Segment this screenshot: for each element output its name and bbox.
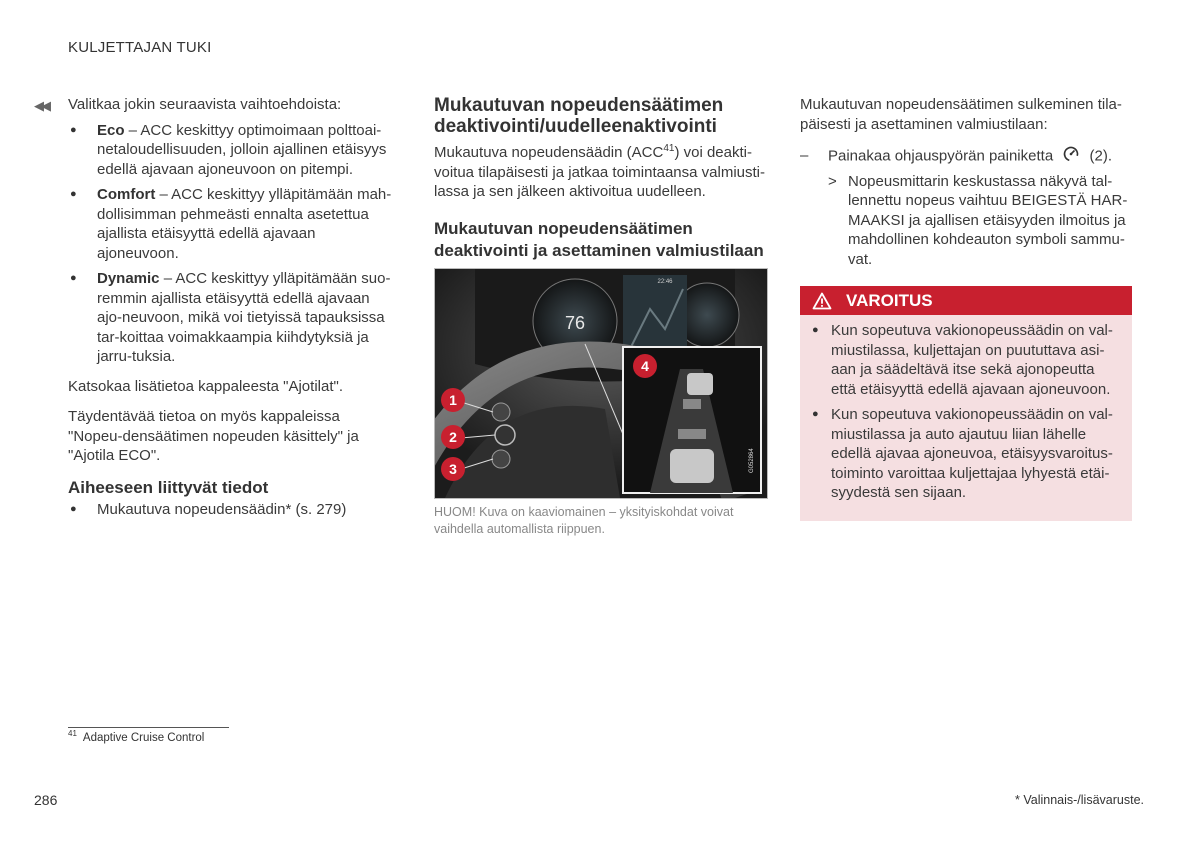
- column-left: [68, 95, 398, 530]
- warning-list: [800, 315, 1132, 521]
- additional-info-paragraph: Täydentävää tietoa on myös kappaleissa "Nopeu-densäätimen nopeuden käsittely" ja "Ajotila ECO".: [68, 408, 359, 464]
- svg-text:3: 3: [449, 460, 457, 477]
- subsection-heading: Mukautuvan nopeudensäätimen deaktivointi ja asettaminen valmiustilaan: [434, 218, 764, 260]
- result-text: Nopeusmittarin keskustassa näkyvä tal-lennettu nopeus vaihtuu BEIGESTÄ HAR-MAAKSI ja ajallisen etäisyyden ilmoitus ja mahdollinen kohdeauton symboli sammu-vat.: [848, 172, 1128, 268]
- figure-code: G052864: [749, 447, 755, 473]
- option-text: – ACC keskittyy ylläpitämään mah-dollisimman pehmeästi ennalta asetettua ajallista etäisyyttä edellä ajavaan ajoneuvoon.: [97, 186, 392, 262]
- related-link[interactable]: ● Mukautuva nopeudensäädin* (s. 279): [68, 500, 398, 520]
- option-term: Dynamic: [97, 270, 160, 287]
- callout-4: [633, 354, 657, 378]
- svg-text:4: 4: [641, 357, 649, 374]
- callout-2: [441, 425, 465, 449]
- section-body: [434, 143, 768, 202]
- body-text: ) voi deakti-voitua tilapäisesti ja jatkaa toimintaansa valmiusti-lassa ja sen jälkeen aktivoitua uudelleen.: [434, 144, 765, 200]
- step-ref: (2).: [1089, 147, 1113, 165]
- footnote-text: Adaptive Cruise Control: [82, 732, 205, 744]
- clock-readout: 22:46: [657, 278, 673, 285]
- column-right: [800, 95, 1132, 521]
- callout-3: [441, 457, 465, 481]
- list-item: [68, 269, 398, 367]
- warning-box: [800, 286, 1132, 521]
- step-result: [800, 172, 1132, 270]
- list-item: [68, 121, 398, 180]
- double-chevron-left-icon[interactable]: ◀◀: [34, 98, 48, 113]
- option-text: – ACC keskittyy ylläpitämään suo-remmin ajallista etäisyyttä edellä ajavaan ajo-neuvoon, mikä voi tietyissä tapauksissa tar-koittaa voimakkaampia kiihdytyksiä ja jarru-tuksia.: [97, 270, 391, 365]
- warning-triangle-icon: [812, 292, 832, 310]
- warning-header: [800, 286, 1132, 315]
- svg-text:2: 2: [449, 428, 457, 445]
- step-dash: –: [800, 147, 809, 164]
- option-term: Eco: [97, 121, 125, 139]
- optional-equipment-note: * Valinnais-/lisävaruste.: [1015, 793, 1144, 807]
- column-middle: [434, 95, 768, 538]
- list-item: [68, 185, 398, 263]
- see-more-paragraph: Katsokaa lisätietoa kappaleesta "Ajotilat".: [68, 377, 343, 395]
- option-term: Comfort: [97, 186, 156, 203]
- mode-options-list: [68, 121, 398, 367]
- footnote-ref[interactable]: 41: [663, 143, 675, 154]
- footnote-divider: [68, 727, 229, 728]
- svg-text:1: 1: [449, 391, 457, 408]
- callout-1: [441, 388, 465, 412]
- speed-readout: 76: [564, 312, 586, 333]
- cruise-control-icon: [1063, 146, 1079, 168]
- figure-caption: HUOM! Kuva on kaaviomainen – yksityiskohdat voivat vaihdella automallista riippuen.: [434, 504, 734, 536]
- section-header: KULJETTAJAN TUKI: [68, 39, 212, 56]
- footnote: [68, 729, 205, 744]
- warning-title: VAROITUS: [846, 290, 933, 310]
- related-list: [68, 500, 398, 520]
- options-intro: Valitkaa jokin seuraavista vaihtoehdoista:: [68, 96, 342, 113]
- footnote-number: 41: [68, 729, 77, 739]
- result-marker: >: [828, 172, 837, 190]
- warning-item: ● Kun sopeutuva vakionopeussäädin on val-miustilassa ja auto ajautuu liian lähelle edellä ajavaa ajoneuvoa, etäisyysvaroitus-toiminto varoittaa kuljettajaa lyhyestä etäi-syydestä sen sijaan.: [810, 405, 1122, 503]
- option-text: – ACC keskittyy optimoimaan polttoai-netaloudellisuuden, jolloin ajallinen etäisyys edellä ajavaan ajoneuvoon on pitempi.: [97, 121, 387, 178]
- warning-item: ● Kun sopeutuva vakionopeussäädin on val-miustilassa, kuljettajan on puututtava asi-aan ja säädeltävä itse sekä ajonopeutta että etäisyyttä edellä ajavaan ajoneuvoon.: [810, 321, 1122, 399]
- instrument-panel-figure: [434, 268, 768, 499]
- procedure-step: [800, 146, 1132, 168]
- related-heading: Aiheeseen liittyvät tiedot: [68, 477, 269, 497]
- section-heading: Mukautuvan nopeudensäätimen deaktivointi/uudelleenaktivointi: [434, 95, 724, 137]
- step-text: Painakaa ohjauspyörän painiketta: [828, 147, 1054, 165]
- dashboard-illustration: [435, 269, 767, 498]
- body-text: Mukautuva nopeudensäädin (ACC: [434, 144, 664, 161]
- page-number: 286: [34, 792, 58, 808]
- procedure-intro: Mukautuvan nopeudensäätimen sulkeminen tila-päisesti ja asettaminen valmiustilaan:: [800, 96, 1122, 133]
